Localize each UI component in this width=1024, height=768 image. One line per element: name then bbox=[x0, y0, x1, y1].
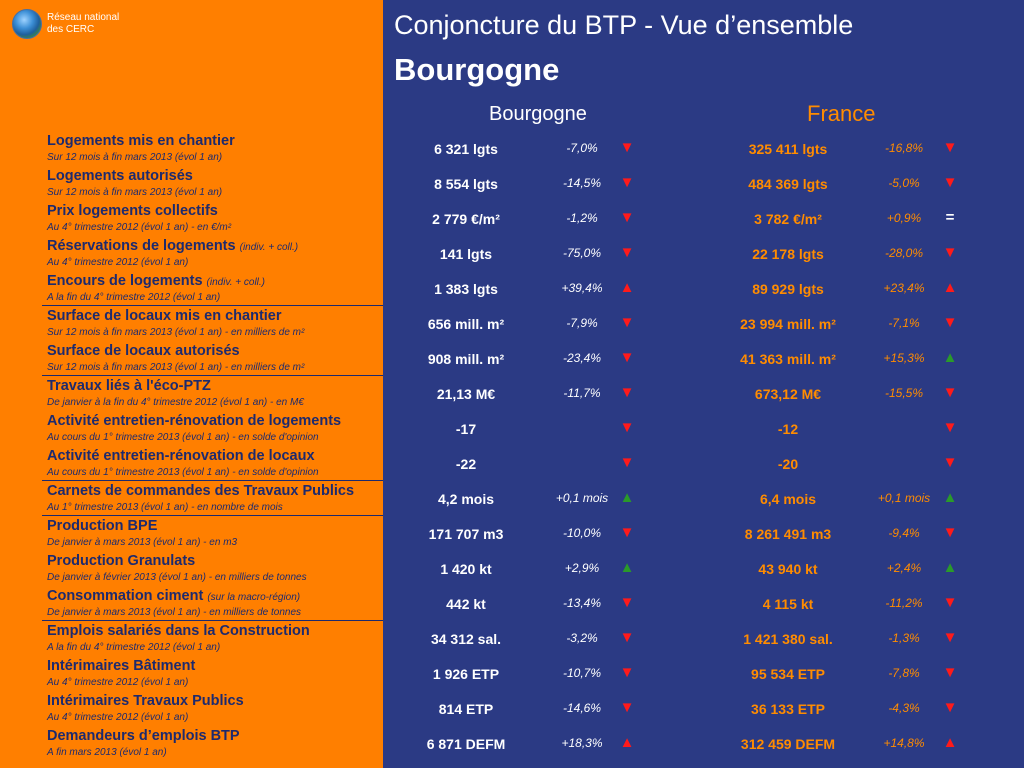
indicator-period: De janvier à mars 2013 (évol 1 an) - en m3 bbox=[47, 537, 238, 548]
france-value: -20 bbox=[777, 456, 799, 472]
arrow-down-icon: ▼ bbox=[619, 139, 635, 156]
indicator-title: Encours de logements bbox=[47, 273, 203, 289]
table-row bbox=[0, 411, 1024, 446]
bourgogne-value: 21,13 M€ bbox=[436, 386, 496, 402]
arrow-down-icon: ▼ bbox=[942, 594, 958, 611]
bourgogne-evolution: +0,1 mois bbox=[555, 491, 609, 505]
france-evolution: +14,8% bbox=[883, 736, 925, 750]
arrow-down-icon: ▼ bbox=[619, 244, 635, 261]
bourgogne-evolution: +2,9% bbox=[564, 561, 600, 575]
arrow-up-icon: ▲ bbox=[619, 279, 635, 296]
page-subtitle: Bourgogne bbox=[394, 52, 560, 87]
arrow-up-icon: ▲ bbox=[942, 734, 958, 751]
bourgogne-evolution: -11,7% bbox=[563, 386, 601, 400]
indicator-label bbox=[47, 728, 383, 759]
bourgogne-evolution: -14,6% bbox=[562, 701, 602, 715]
arrow-down-icon: ▼ bbox=[619, 174, 635, 191]
indicator-title: Activité entretien-rénovation de logements bbox=[47, 413, 342, 429]
column-header-france: France bbox=[807, 101, 876, 126]
arrow-up-icon: ▲ bbox=[942, 489, 958, 506]
indicator-label bbox=[47, 448, 383, 479]
indicator-title: Activité entretien-rénovation de locaux bbox=[47, 448, 315, 464]
arrow-down-icon: ▼ bbox=[619, 629, 635, 646]
france-value: 43 940 kt bbox=[758, 561, 818, 577]
france-evolution: -1,3% bbox=[888, 631, 920, 645]
table-row bbox=[0, 376, 1024, 411]
indicator-period: De janvier à février 2013 (évol 1 an) - en milliers de tonnes bbox=[47, 572, 307, 583]
indicator-period: Sur 12 mois à fin mars 2013 (évol 1 an) bbox=[47, 187, 223, 198]
arrow-down-icon: ▼ bbox=[619, 384, 635, 401]
arrow-up-icon: ▲ bbox=[942, 559, 958, 576]
indicator-title: Demandeurs d’emplois BTP bbox=[47, 728, 240, 744]
indicator-title: Intérimaires Bâtiment bbox=[47, 658, 196, 674]
bourgogne-value: 141 lgts bbox=[439, 246, 493, 262]
bourgogne-evolution: -7,0% bbox=[566, 141, 598, 155]
indicator-title: Intérimaires Travaux Publics bbox=[47, 693, 244, 709]
france-evolution: +2,4% bbox=[886, 561, 922, 575]
france-value: 1 421 380 sal. bbox=[743, 631, 833, 647]
france-evolution: -9,4% bbox=[888, 526, 920, 540]
indicator-label bbox=[47, 553, 383, 584]
logo-text: Réseau national des CERC bbox=[47, 12, 120, 35]
arrow-down-icon: ▼ bbox=[942, 244, 958, 261]
table-row bbox=[0, 691, 1024, 726]
indicator-title: Prix logements collectifs bbox=[47, 203, 218, 219]
arrow-down-icon: ▼ bbox=[619, 349, 635, 366]
bourgogne-value: 656 mill. m² bbox=[427, 316, 505, 332]
bourgogne-evolution: +18,3% bbox=[561, 736, 603, 750]
indicator-period: A la fin du 4° trimestre 2012 (évol 1 an) bbox=[47, 292, 221, 303]
indicator-label bbox=[47, 133, 383, 164]
indicator-label bbox=[47, 518, 383, 549]
arrow-down-icon: ▼ bbox=[942, 524, 958, 541]
bourgogne-evolution: -1,2% bbox=[566, 211, 598, 225]
france-evolution: -28,0% bbox=[884, 246, 924, 260]
indicator-label bbox=[47, 168, 383, 199]
france-evolution: +23,4% bbox=[883, 281, 925, 295]
indicator-title: Travaux liés à l'éco-PTZ bbox=[47, 378, 211, 394]
table-row bbox=[0, 236, 1024, 271]
indicator-note: (sur la macro-région) bbox=[207, 592, 301, 603]
indicator-title: Carnets de commandes des Travaux Publics bbox=[47, 483, 355, 499]
indicator-period: Sur 12 mois à fin mars 2013 (évol 1 an) bbox=[47, 152, 223, 163]
indicator-label bbox=[47, 658, 383, 689]
indicator-period: Au 4° trimestre 2012 (évol 1 an) bbox=[47, 677, 189, 688]
bourgogne-evolution: -10,0% bbox=[562, 526, 602, 540]
france-evolution: -11,2% bbox=[885, 596, 923, 610]
indicator-period: Au 1° trimestre 2013 (évol 1 an) - en nombre de mois bbox=[47, 502, 283, 513]
france-evolution: -5,0% bbox=[888, 176, 920, 190]
arrow-down-icon: ▼ bbox=[942, 664, 958, 681]
france-evolution: -16,8% bbox=[884, 141, 924, 155]
table-row bbox=[0, 131, 1024, 166]
page-title: Conjoncture du BTP - Vue d’ensemble bbox=[394, 10, 854, 40]
france-value: 484 369 lgts bbox=[748, 176, 828, 192]
arrow-down-icon: ▼ bbox=[942, 454, 958, 471]
arrow-down-icon: ▼ bbox=[619, 209, 635, 226]
indicator-label bbox=[47, 238, 383, 269]
bourgogne-evolution: -75,0% bbox=[562, 246, 602, 260]
indicator-period: De janvier à mars 2013 (évol 1 an) - en milliers de tonnes bbox=[47, 607, 302, 618]
france-value: 673,12 M€ bbox=[754, 386, 822, 402]
france-evolution: -4,3% bbox=[888, 701, 920, 715]
indicator-period: Sur 12 mois à fin mars 2013 (évol 1 an) - en milliers de m² bbox=[47, 327, 305, 338]
indicator-label bbox=[47, 623, 383, 654]
indicator-label bbox=[47, 203, 383, 234]
column-header-bourgogne: Bourgogne bbox=[489, 103, 587, 125]
arrow-down-icon: ▼ bbox=[942, 174, 958, 191]
france-value: 6,4 mois bbox=[759, 491, 817, 507]
bourgogne-evolution: -14,5% bbox=[562, 176, 602, 190]
indicator-title: Consommation ciment bbox=[47, 588, 204, 604]
bourgogne-evolution: +39,4% bbox=[561, 281, 603, 295]
arrow-down-icon: ▼ bbox=[619, 664, 635, 681]
arrow-down-icon: ▼ bbox=[619, 594, 635, 611]
table-row bbox=[0, 726, 1024, 761]
arrow-down-icon: ▼ bbox=[942, 419, 958, 436]
table-row bbox=[0, 271, 1024, 306]
indicator-title: Emplois salariés dans la Construction bbox=[47, 623, 310, 639]
france-evolution: +0,9% bbox=[886, 211, 922, 225]
indicator-period: Au 4° trimestre 2012 (évol 1 an) bbox=[47, 712, 189, 723]
arrow-down-icon: ▼ bbox=[619, 454, 635, 471]
france-evolution: +15,3% bbox=[883, 351, 925, 365]
bourgogne-value: 814 ETP bbox=[438, 701, 494, 717]
arrow-down-icon: ▼ bbox=[619, 699, 635, 716]
indicator-note: (indiv. + coll.) bbox=[239, 242, 299, 253]
france-evolution: -15,5% bbox=[884, 386, 924, 400]
indicator-period: De janvier à la fin du 4° trimestre 2012 (évol 1 an) - en M€ bbox=[47, 397, 304, 408]
bourgogne-value: 4,2 mois bbox=[437, 491, 495, 507]
bourgogne-value: 171 707 m3 bbox=[428, 526, 504, 542]
arrow-up-icon: ▲ bbox=[619, 559, 635, 576]
bourgogne-value: 6 321 lgts bbox=[434, 141, 498, 157]
indicator-title: Production Granulats bbox=[47, 553, 196, 569]
equal-sign-icon: = bbox=[945, 209, 955, 226]
table-row bbox=[0, 166, 1024, 201]
bourgogne-value: 442 kt bbox=[446, 596, 486, 612]
indicator-label bbox=[47, 588, 383, 619]
bourgogne-evolution: -7,9% bbox=[566, 316, 598, 330]
france-value: 22 178 lgts bbox=[752, 246, 824, 262]
indicator-period: A la fin du 4° trimestre 2012 (évol 1 an) bbox=[47, 642, 221, 653]
arrow-down-icon: ▼ bbox=[942, 629, 958, 646]
france-value: 3 782 €/m² bbox=[754, 211, 822, 227]
france-evolution: -7,1% bbox=[888, 316, 920, 330]
indicator-title: Surface de locaux mis en chantier bbox=[47, 308, 282, 324]
table-row bbox=[0, 621, 1024, 656]
france-value: 95 534 ETP bbox=[751, 666, 825, 682]
indicator-period: A fin mars 2013 (évol 1 an) bbox=[47, 747, 167, 758]
indicator-label bbox=[47, 413, 383, 444]
table-row bbox=[0, 586, 1024, 621]
bourgogne-evolution: -23,4% bbox=[562, 351, 602, 365]
bourgogne-value: 1 383 lgts bbox=[434, 281, 498, 297]
table-row bbox=[0, 481, 1024, 516]
indicator-label bbox=[47, 693, 383, 724]
arrow-down-icon: ▼ bbox=[619, 419, 635, 436]
bourgogne-value: 1 926 ETP bbox=[432, 666, 500, 682]
arrow-down-icon: ▼ bbox=[619, 524, 635, 541]
indicator-period: Au cours du 1° trimestre 2013 (évol 1 an) - en solde d'opinion bbox=[47, 467, 319, 478]
arrow-down-icon: ▼ bbox=[942, 139, 958, 156]
table-row bbox=[0, 341, 1024, 376]
indicator-title: Logements mis en chantier bbox=[47, 133, 235, 149]
arrow-up-icon: ▲ bbox=[619, 734, 635, 751]
france-value: 4 115 kt bbox=[762, 596, 814, 612]
france-value: 89 929 lgts bbox=[752, 281, 824, 297]
bourgogne-value: -17 bbox=[455, 421, 477, 437]
bourgogne-value: 34 312 sal. bbox=[430, 631, 502, 647]
indicator-period: Au 4° trimestre 2012 (évol 1 an) bbox=[47, 257, 189, 268]
bourgogne-value: 6 871 DEFM bbox=[426, 736, 506, 752]
table-row bbox=[0, 201, 1024, 236]
arrow-up-icon: ▲ bbox=[942, 349, 958, 366]
bourgogne-evolution: -10,7% bbox=[562, 666, 602, 680]
france-value: 325 411 lgts bbox=[748, 141, 828, 157]
france-value: 41 363 mill. m² bbox=[740, 351, 836, 367]
indicator-title: Réservations de logements bbox=[47, 238, 236, 254]
indicator-period: Sur 12 mois à fin mars 2013 (évol 1 an) - en milliers de m² bbox=[47, 362, 305, 373]
indicator-title: Surface de locaux autorisés bbox=[47, 343, 240, 359]
arrow-up-icon: ▲ bbox=[942, 279, 958, 296]
bourgogne-evolution: -13,4% bbox=[562, 596, 602, 610]
france-value: 312 459 DEFM bbox=[740, 736, 836, 752]
bourgogne-value: -22 bbox=[455, 456, 477, 472]
bourgogne-value: 2 779 €/m² bbox=[432, 211, 500, 227]
cerc-globe-icon bbox=[12, 9, 42, 39]
table-row bbox=[0, 446, 1024, 481]
table-row bbox=[0, 656, 1024, 691]
france-value: 36 133 ETP bbox=[751, 701, 825, 717]
indicator-title: Logements autorisés bbox=[47, 168, 193, 184]
indicator-label bbox=[47, 273, 383, 304]
indicator-period: Au cours du 1° trimestre 2013 (évol 1 an) - en solde d'opinion bbox=[47, 432, 319, 443]
bourgogne-value: 1 420 kt bbox=[440, 561, 492, 577]
arrow-down-icon: ▼ bbox=[942, 699, 958, 716]
france-value: 8 261 491 m3 bbox=[744, 526, 832, 542]
arrow-down-icon: ▼ bbox=[942, 384, 958, 401]
indicator-note: (indiv. + coll.) bbox=[206, 277, 265, 288]
table-row bbox=[0, 516, 1024, 551]
indicator-title: Production BPE bbox=[47, 518, 158, 534]
arrow-down-icon: ▼ bbox=[619, 314, 635, 331]
indicator-label bbox=[47, 308, 383, 339]
arrow-down-icon: ▼ bbox=[942, 314, 958, 331]
indicator-label bbox=[47, 483, 383, 514]
indicator-label bbox=[47, 343, 383, 374]
indicator-label bbox=[47, 378, 383, 409]
france-evolution: -7,8% bbox=[888, 666, 920, 680]
indicator-period: Au 4° trimestre 2012 (évol 1 an) - en €/m² bbox=[47, 222, 232, 233]
bourgogne-value: 8 554 lgts bbox=[434, 176, 498, 192]
france-value: -12 bbox=[777, 421, 799, 437]
table-row bbox=[0, 551, 1024, 586]
arrow-up-icon: ▲ bbox=[619, 489, 635, 506]
bourgogne-value: 908 mill. m² bbox=[427, 351, 505, 367]
france-value: 23 994 mill. m² bbox=[740, 316, 836, 332]
bourgogne-evolution: -3,2% bbox=[566, 631, 598, 645]
france-evolution: +0,1 mois bbox=[877, 491, 931, 505]
table-row bbox=[0, 306, 1024, 341]
